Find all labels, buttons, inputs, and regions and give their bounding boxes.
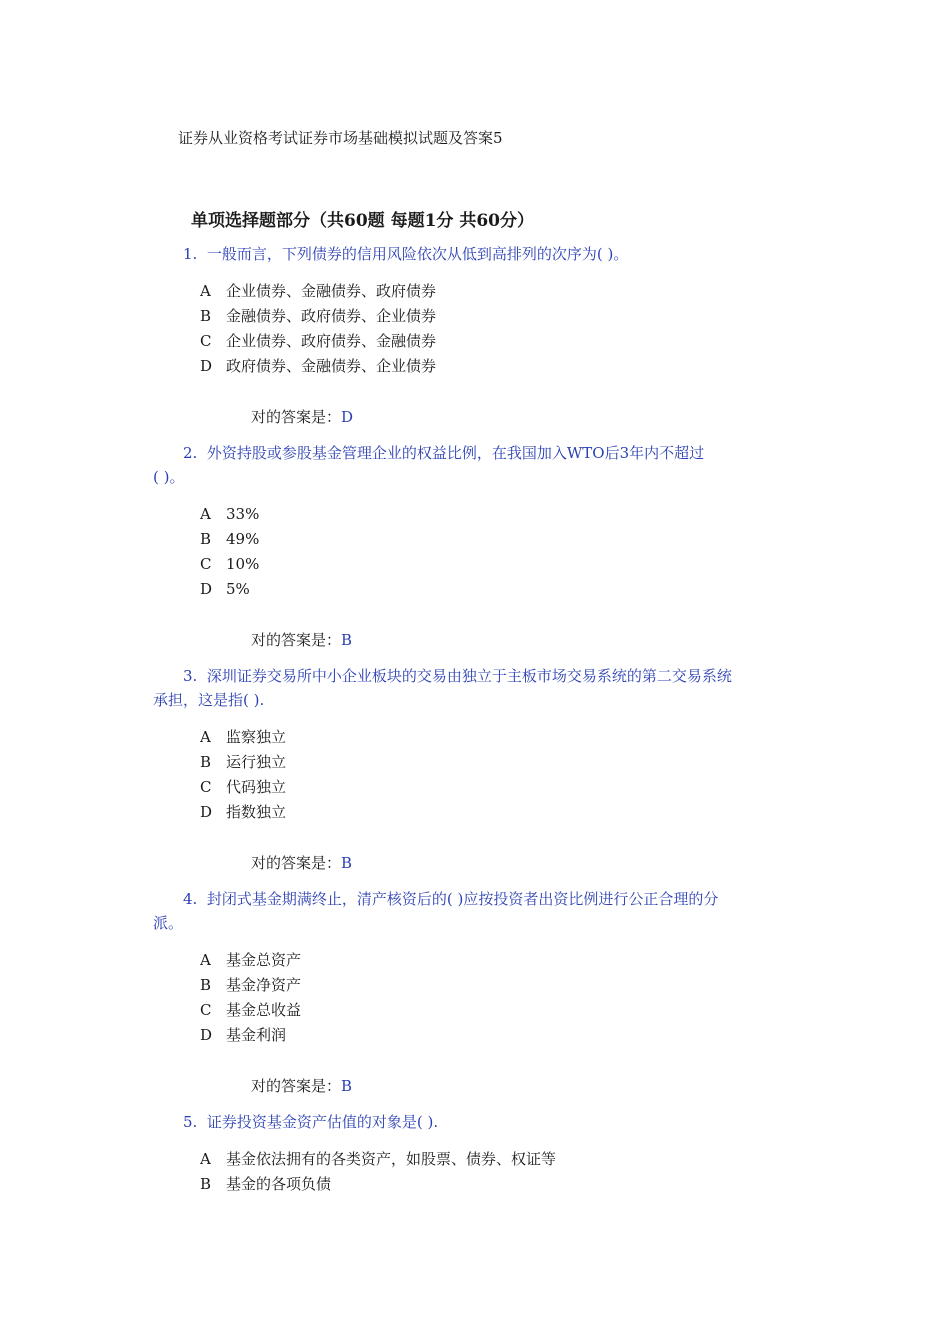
option-text: 企业债券、政府债券、金融债券 [226,332,437,350]
option-3c [200,775,286,800]
question-text: 封闭式基金期满终止，清产核资后的( )应按投资者出资比例进行公正合理的分 [206,890,719,908]
question-number: 4. [183,890,198,908]
option-letter: C [200,1001,212,1019]
option-3a [200,725,286,750]
option-3b [200,750,286,775]
option-letter: B [200,530,212,548]
option-text: 基金总收益 [226,1001,302,1019]
option-text: 10% [226,555,260,573]
option-letter: C [200,778,212,796]
answer-label: 对的答案是： [251,408,342,426]
option-letter: A [200,728,211,746]
option-letter: A [200,282,211,300]
option-letter: A [200,505,211,523]
option-5a [200,1147,556,1172]
option-text: 企业债券、金融债券、政府债券 [226,282,437,300]
answer-value: B [341,631,353,649]
answer-value: D [341,408,354,426]
option-text: 指数独立 [226,803,287,821]
question-text-continued: ( )。 [153,468,185,486]
option-2d [200,577,250,602]
option-1c [200,329,436,354]
option-letter: C [200,555,212,573]
option-letter: B [200,307,212,325]
option-letter: B [200,1175,212,1193]
option-text: 基金利润 [226,1026,287,1044]
question-text: 证券投资基金资产估值的对象是( ). [206,1113,439,1131]
option-letter: D [200,803,213,821]
question-4 [153,887,813,935]
answer-2 [251,629,352,650]
option-2c [200,552,259,577]
question-number: 2. [183,444,198,462]
option-text: 金融债券、政府债券、企业债券 [226,307,437,325]
option-text: 基金的各项负债 [226,1175,332,1193]
page-title: 证券从业资格考试证券市场基础模拟试题及答案5 [178,129,503,147]
option-2a [200,502,259,527]
question-text: 外资持股或参股基金管理企业的权益比例，在我国加入WTO后3年内不超过 [206,444,705,462]
answer-4 [251,1075,352,1096]
question-text: 一般而言，下列债券的信用风险依次从低到高排列的次序为( )。 [206,245,629,263]
option-text: 运行独立 [226,753,287,771]
question-text-continued: 承担，这是指( ). [153,691,265,709]
option-4d [200,1023,286,1048]
question-number: 1. [183,245,198,263]
option-letter: A [200,951,211,969]
option-text: 监察独立 [226,728,287,746]
option-text: 49% [226,530,260,548]
option-letter: B [200,976,212,994]
option-1a [200,279,436,304]
question-2 [153,441,813,489]
option-text: 33% [226,505,260,523]
question-text: 深圳证券交易所中小企业板块的交易由独立于主板市场交易系统的第二交易系统 [206,667,732,685]
answer-label: 对的答案是： [251,631,342,649]
option-text: 基金总资产 [226,951,302,969]
question-number: 5. [183,1113,198,1131]
option-letter: B [200,753,212,771]
option-letter: D [200,580,213,598]
option-1b [200,304,436,329]
option-2b [200,527,259,552]
option-1d [200,354,436,379]
option-letter: D [200,357,213,375]
answer-1 [251,406,353,427]
question-1 [153,242,813,266]
option-4b [200,973,301,998]
option-text: 基金净资产 [226,976,302,994]
option-letter: A [200,1150,211,1168]
option-text: 代码独立 [226,778,287,796]
option-text: 基金依法拥有的各类资产，如股票、债券、权证等 [226,1150,557,1168]
option-text: 政府债券、金融债券、企业债券 [226,357,437,375]
section-title: 单项选择题部分（共60题 每题1分 共60分） [191,211,534,231]
option-text: 5% [226,580,250,598]
option-letter: C [200,332,212,350]
answer-3 [251,852,352,873]
question-text-continued: 派。 [153,914,184,932]
answer-value: B [341,854,353,872]
answer-value: B [341,1077,353,1095]
option-3d [200,800,286,825]
option-5b [200,1172,331,1197]
question-number: 3. [183,667,198,685]
answer-label: 对的答案是： [251,1077,342,1095]
answer-label: 对的答案是： [251,854,342,872]
option-4a [200,948,301,973]
option-letter: D [200,1026,213,1044]
question-3 [153,664,813,712]
question-5 [153,1110,813,1134]
option-4c [200,998,301,1023]
